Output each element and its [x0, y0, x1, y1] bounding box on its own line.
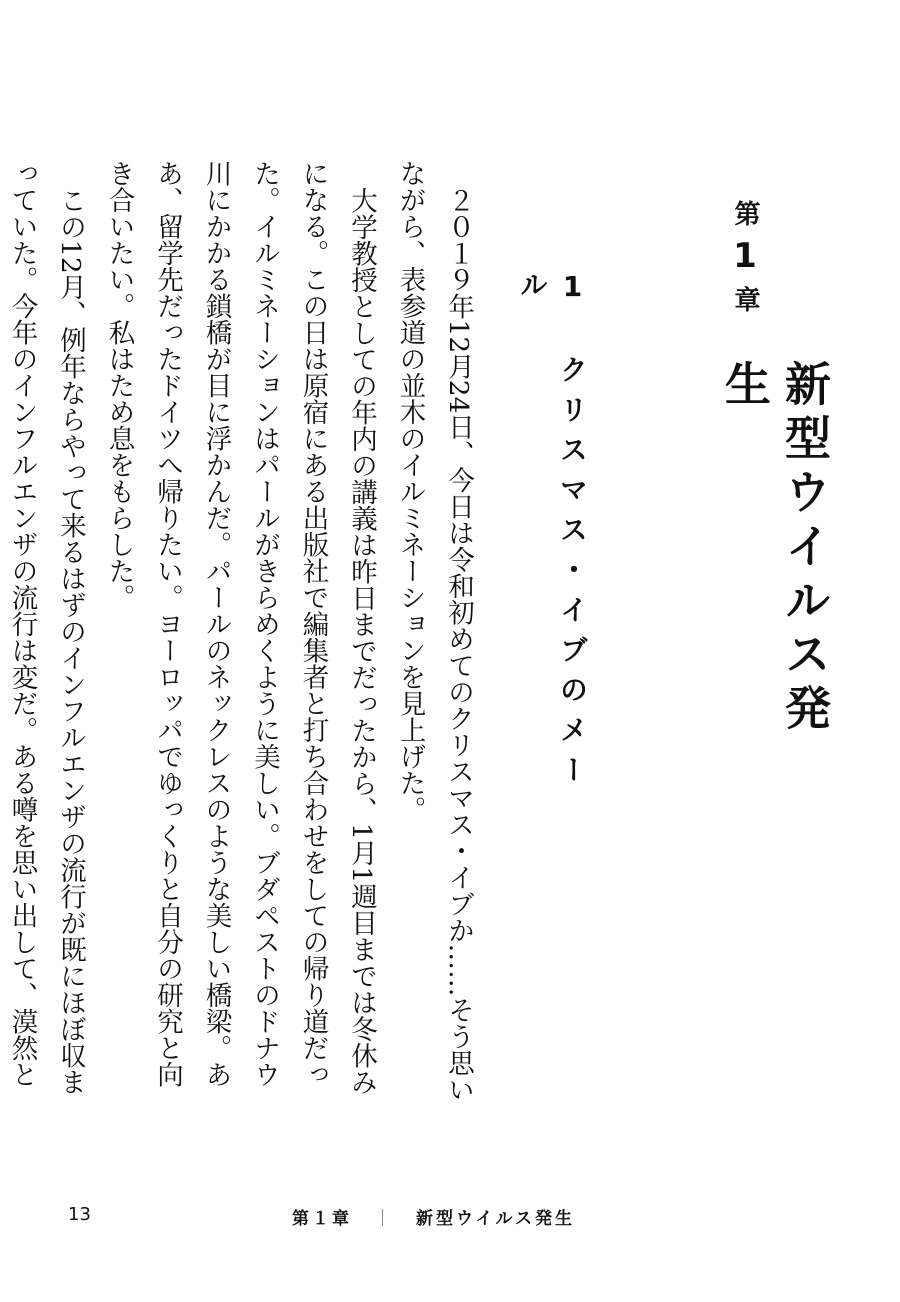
chapter-title: 新型ウイルス発生 — [718, 360, 832, 738]
page-number: 13 — [68, 1204, 91, 1225]
running-head-title: 新型ウイルス発生 — [416, 1209, 575, 1229]
chapter-number: 1 — [725, 236, 765, 280]
chapter-label-pre: 第 — [730, 200, 760, 230]
paragraph-1: ２０１９年12月24日、今日は令和初めてのクリスマス・イブか……そう思いながら、表参道の並木のイルミネーションを見上げた。 — [394, 160, 474, 1102]
paragraph-2: 大学教授としての年内の講義は昨日までだったから、1月1週目までは冬休みになる。この日は原宿にある出版社で編集者と打ち合わせをしての帰り道だった。イルミネーションはパールがきらめくように美しい。ブダペストのドナウ川にかかる鎖橋が目に浮かんだ。パールのネックレスのような美しい橋梁。ああ、留学先だったドイツへ帰りたい。ヨーロッパでゆっくりと自分の研究と向き合いたい。私はため息をもらした。 — [103, 160, 377, 1095]
running-head-separator: ｜ — [374, 1209, 394, 1229]
chapter-heading — [705, 200, 832, 760]
chapter-label-post: 章 — [730, 286, 760, 316]
body-text — [0, 160, 482, 1110]
running-head-chapter: 第１章 — [292, 1209, 352, 1229]
section-heading: 1 クリスマス・イブのメール — [516, 270, 589, 795]
page-footer — [0, 1200, 900, 1230]
chapter-label — [727, 200, 763, 316]
paragraph-3: この12月、例年ならやって来るはずのインフルエンザの流行が既にほぼ収まっていた。今年のインフルエンザの流行は変だ。ある噂を思い出して、漠然と — [6, 160, 86, 1095]
running-head — [292, 1204, 575, 1229]
